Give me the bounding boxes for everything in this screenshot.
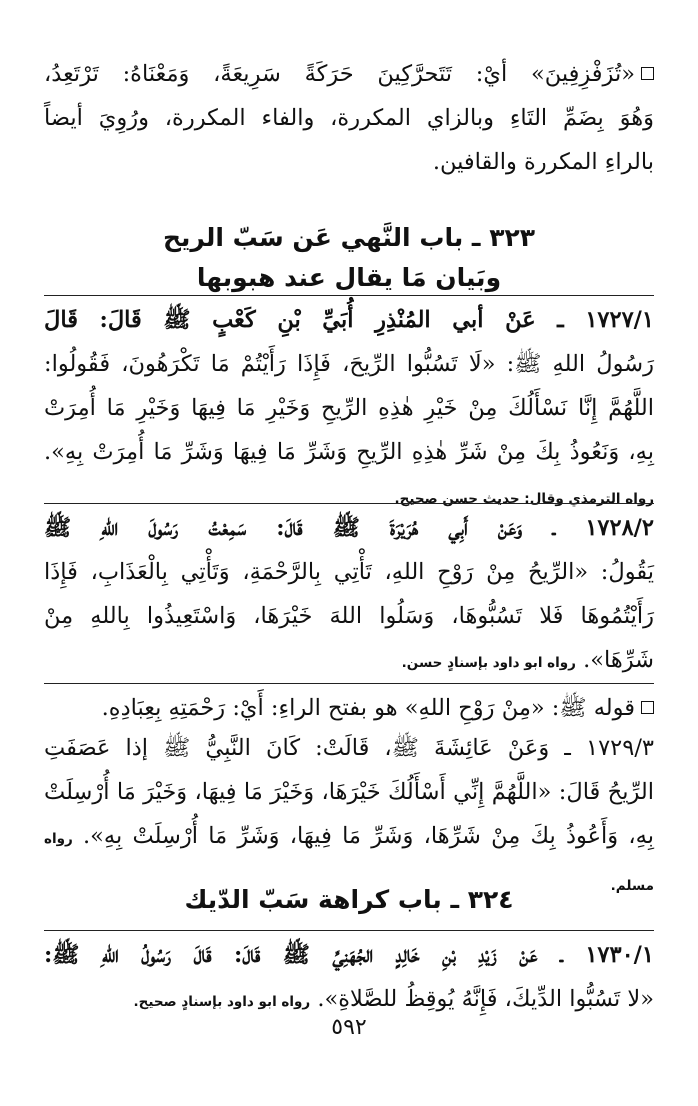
hadith-line: بِهِ، وَأَعُوذُ بِكَ مِنْ شَرِّهَا، وَشَرِّ مَا فِيهَا، وَشَرِّ مَا أُرْسِلَتْ بِهِ». رواه مسلم. (44, 823, 655, 894)
hadith-line: شَرِّهَا». رواه ابو داود بإسنادٍ حسن. (401, 647, 654, 673)
divider-rule (44, 930, 654, 931)
chapter-heading-324 (44, 880, 654, 920)
hadith-source: رواه مسلم. (44, 831, 654, 894)
hadith-source: رواه ابو داود بإسنادٍ حسن. (401, 655, 576, 671)
note-line: وَهُوَ بِضَمِّ التَاءِ وبالزاي المكررة، والفاء المكررة، ورُوِيَ أيضاً (44, 105, 654, 131)
chapter-subtitle-line: وبَيان مَا يقال عند هبوبها (196, 263, 502, 292)
hadith-source: رواه الترمذي وقال: حديث حسن صحيح. (394, 491, 654, 507)
hadith-1727 (44, 298, 654, 521)
explanatory-note-tuzafzifina (44, 52, 654, 184)
note-square-icon (641, 67, 654, 80)
hadith-line: يَقُولُ: «الرِّيحُ مِنْ رَوْحِ اللهِ، تَأْتِي بِالرَّحْمَةِ، وَتَأْتِي بِالْعَذَابِ، فَإِذَا (44, 559, 654, 585)
hadith-line: الرِّيحُ قَالَ: «اللَّهُمَّ إِنِّي أَسْأَلُكَ خَيْرَهَا، وَخَيْرَ مَا فِيهَا، وَخَيْرَ مَا أُرْسِلَتْ (44, 779, 654, 805)
divider-rule (44, 295, 654, 296)
divider-rule (44, 503, 654, 504)
hadith-line: ١٧٣٠/١ ـ عَنْ زَيْدِ بْنِ خَالِدٍ الجُهَنِيِّ ﷺ قَالَ: قَالَ رَسُولُ اللهِ ﷺ: (44, 942, 654, 968)
explanatory-note-rawh (44, 686, 654, 730)
note-line: «تُزَفْزِفِينَ» أيْ: تَتَحرَّكِينَ حَرَكَةً سَرِيعَةً، وَمَعْنَاهُ: تَرْتَعِدُ، (44, 52, 654, 96)
note-line: قوله ﷺ: «مِنْ رَوْحِ اللهِ» هو بفتح الراءِ: أَيْ: رَحْمَتِهِ بِعِبَادِهِ. (44, 686, 654, 730)
hadith-line: ١٧٢٩/٣ ـ وَعَنْ عَائِشَةَ ﷺ، قَالَتْ: كَانَ النَّبِيُّ ﷺ إذا عَصَفَتِ (44, 735, 654, 761)
hadith-1730 (44, 933, 654, 1024)
hadith-line: اللَّهُمَّ إِنَّا نَسْأَلُكَ مِنْ خَيْرِ هٰذِهِ الرِّيحِ وَخَيْرِ مَا فِيهَا وَخَيْرِ مَا أُمِرَتْ (44, 395, 654, 421)
hadith-1728 (44, 506, 654, 685)
divider-rule (44, 683, 654, 684)
note-square-icon (641, 701, 654, 714)
hadith-line: ١٧٢٨/٢ ـ وَعَنْ أَبِي هُرَيْرَةَ ﷺ قَالَ: سَمِعْتُ رَسُولَ اللهِ ﷺ (44, 515, 654, 541)
chapter-title-line: ٣٢٣ ـ باب النَّهي عَن سَبّ الريح (163, 223, 535, 252)
hadith-line: ١٧٢٧/١ ـ عَنْ أبي المُنْذِرِ أُبَيِّ بْنِ كَعْبٍ ﷺ قَالَ: قَالَ (44, 307, 654, 333)
hadith-line: «لا تَسُبُّوا الدِّيكَ، فَإِنَّهُ يُوقِظُ للصَّلاةِ». رواه ابو داود بإسنادٍ صحيح. (133, 986, 654, 1012)
hadith-line: بِهِ، وَنَعُوذُ بِكَ مِنْ شَرِّ هٰذِهِ الرِّيحِ وَشَرِّ مَا فِيهَا وَشَرِّ مَا أُمِرَتْ بِهِ». (44, 439, 654, 465)
hadith-source: رواه ابو داود بإسنادٍ صحيح. (133, 994, 311, 1010)
hadith-line: رَسُولُ اللهِ ﷺ: «لَا تَسُبُّوا الرِّيحَ، فَإِذَا رَأَيْتُمْ مَا تَكْرَهُونَ، فَقُولُوا: (44, 351, 654, 377)
chapter-title-line: ٣٢٤ ـ باب كراهة سَبّ الدّيك (184, 885, 514, 914)
page-number: ٥٩٢ (331, 1015, 367, 1040)
chapter-heading-323 (44, 218, 654, 298)
hadith-line: رَأَيْتُمُوهَا فَلا تَسُبُّوهَا، وَسَلُوا اللهَ خَيْرَهَا، وَاسْتَعِيذُوا بِاللهِ مِنْ (44, 603, 654, 629)
note-line: بالراءِ المكررة والقافين. (432, 149, 654, 175)
